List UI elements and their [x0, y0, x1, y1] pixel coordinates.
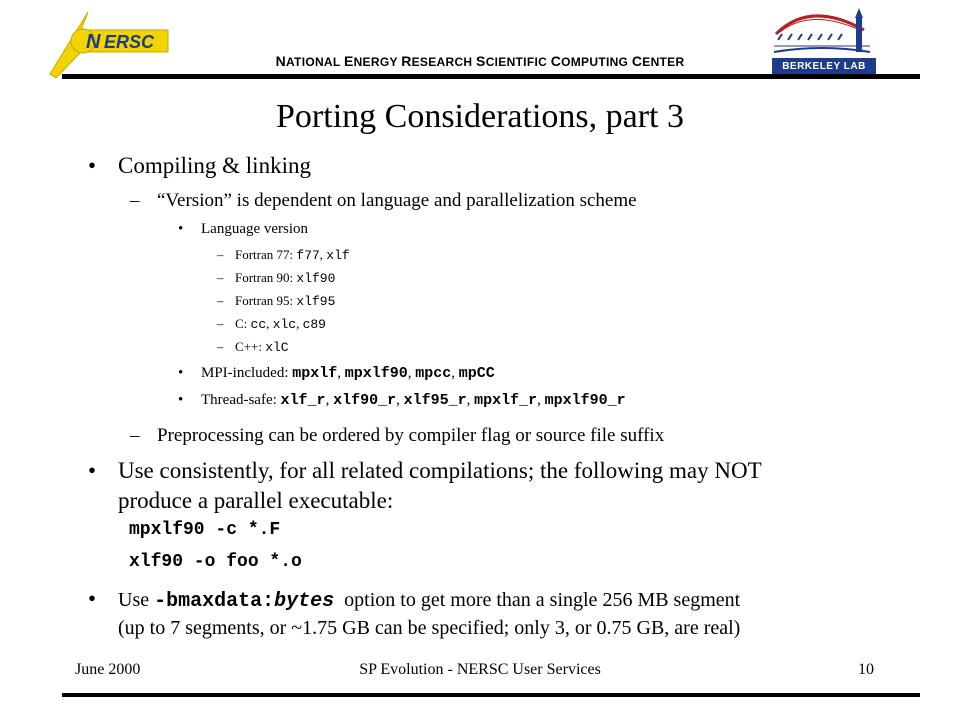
svg-text:N: N: [86, 31, 101, 53]
code-bytes: bytes: [274, 590, 335, 613]
footer-rule: [62, 693, 920, 697]
berkeley-lab-logo: [770, 4, 880, 80]
dash-marker: –: [217, 293, 224, 308]
code-mpxlf90: mpxlf90: [344, 365, 408, 382]
sub-sub-bullet-thread-safe: • Thread-safe: xlf_r, xlf90_r, xlf95_r, mpxlf_r, mpxlf90_r: [178, 392, 626, 409]
svg-text:ERSC: ERSC: [104, 32, 155, 52]
bullet-dot: •: [178, 221, 184, 237]
code-mpxlf_r: mpxlf_r: [474, 392, 538, 409]
berkeley-lab-label: BERKELEY LAB: [782, 61, 866, 72]
code-mpCC: mpCC: [458, 365, 495, 382]
lang-item-fortran90: – Fortran 90: xlf90: [217, 270, 336, 286]
bullet-use-consistently: • Use consistently, for all related compilations; the following may NOT: [88, 458, 762, 483]
lang-item-c: – C: cc, xlc, c89: [217, 316, 326, 332]
name-word: SCIENTIFIC: [476, 53, 548, 69]
bullet-dot: •: [178, 365, 184, 381]
code-xlf90_r: xlf90_r: [333, 392, 397, 409]
header-rule: [62, 74, 920, 79]
code-xlc: xlc: [272, 317, 297, 332]
footer-date: June 2000: [75, 661, 141, 678]
code-c89: c89: [302, 317, 326, 332]
nersc-logo: [28, 4, 178, 82]
bullet-bmaxdata: • Use -bmaxdata:bytes option to get more than a single 256 MB segment: [88, 586, 741, 613]
code-line-1: mpxlf90 -c *.F: [129, 520, 281, 540]
code-xlC: xlC: [265, 340, 289, 355]
name-word: RESEARCH: [401, 53, 473, 69]
bullet-dot: •: [88, 458, 97, 483]
code-mpcc: mpcc: [415, 365, 452, 382]
lang-item-cpp: – C++: xlC: [217, 339, 289, 355]
code-f77: f77: [296, 248, 320, 263]
sub-sub-bullet-mpi-included: • MPI-included: mpxlf, mpxlf90, mpcc, mpCC: [178, 365, 495, 382]
code-mpxlf90_r: mpxlf90_r: [544, 392, 626, 409]
name-word: COMPUTING: [550, 53, 629, 69]
bullet-dot: •: [88, 586, 97, 611]
bullet-dot: •: [88, 153, 97, 178]
dash-marker: –: [217, 316, 224, 331]
bullet-use-consistently-cont: produce a parallel executable:: [118, 488, 394, 513]
bullet-dot: •: [178, 392, 184, 408]
sub-sub-bullet-language-version: • Language version: [178, 221, 309, 237]
code-xlf_r: xlf_r: [280, 392, 326, 409]
slide-title: Porting Considerations, part 3: [276, 98, 684, 135]
sub-bullet-preprocessing: – Preprocessing can be ordered by compiler flag or source file suffix: [130, 425, 665, 446]
dash-marker: –: [217, 270, 224, 285]
code-mpxlf: mpxlf: [292, 365, 338, 382]
name-word: ENERGY: [343, 53, 398, 69]
footer-center: SP Evolution - NERSC User Services: [359, 661, 601, 678]
name-word: NATIONAL: [275, 53, 341, 69]
dash-marker: –: [130, 425, 140, 446]
dash-marker: –: [217, 339, 224, 354]
code-cc: cc: [250, 317, 267, 332]
dash-marker: –: [130, 190, 140, 211]
bullet-compiling-linking: • Compiling & linking: [88, 153, 311, 178]
code-bmaxdata: -bmaxdata:: [154, 590, 275, 613]
footer-page-number: 10: [858, 661, 874, 678]
lang-item-fortran77: – Fortran 77: f77, xlf: [217, 247, 350, 263]
lang-item-fortran95: – Fortran 95: xlf95: [217, 293, 336, 309]
bullet-bmaxdata-cont: (up to 7 segments, or ~1.75 GB can be specified; only 3, or 0.75 GB, are real): [118, 617, 741, 639]
code-xlf90: xlf90: [296, 271, 336, 286]
code-xlf95_r: xlf95_r: [403, 392, 467, 409]
name-word: CENTER: [631, 53, 685, 69]
code-line-2: xlf90 -o foo *.o: [129, 552, 302, 572]
sub-bullet-version: – “Version” is dependent on language and parallelization scheme: [130, 190, 637, 211]
dash-marker: –: [217, 247, 224, 262]
code-xlf95: xlf95: [296, 294, 336, 309]
code-xlf: xlf: [326, 248, 350, 263]
